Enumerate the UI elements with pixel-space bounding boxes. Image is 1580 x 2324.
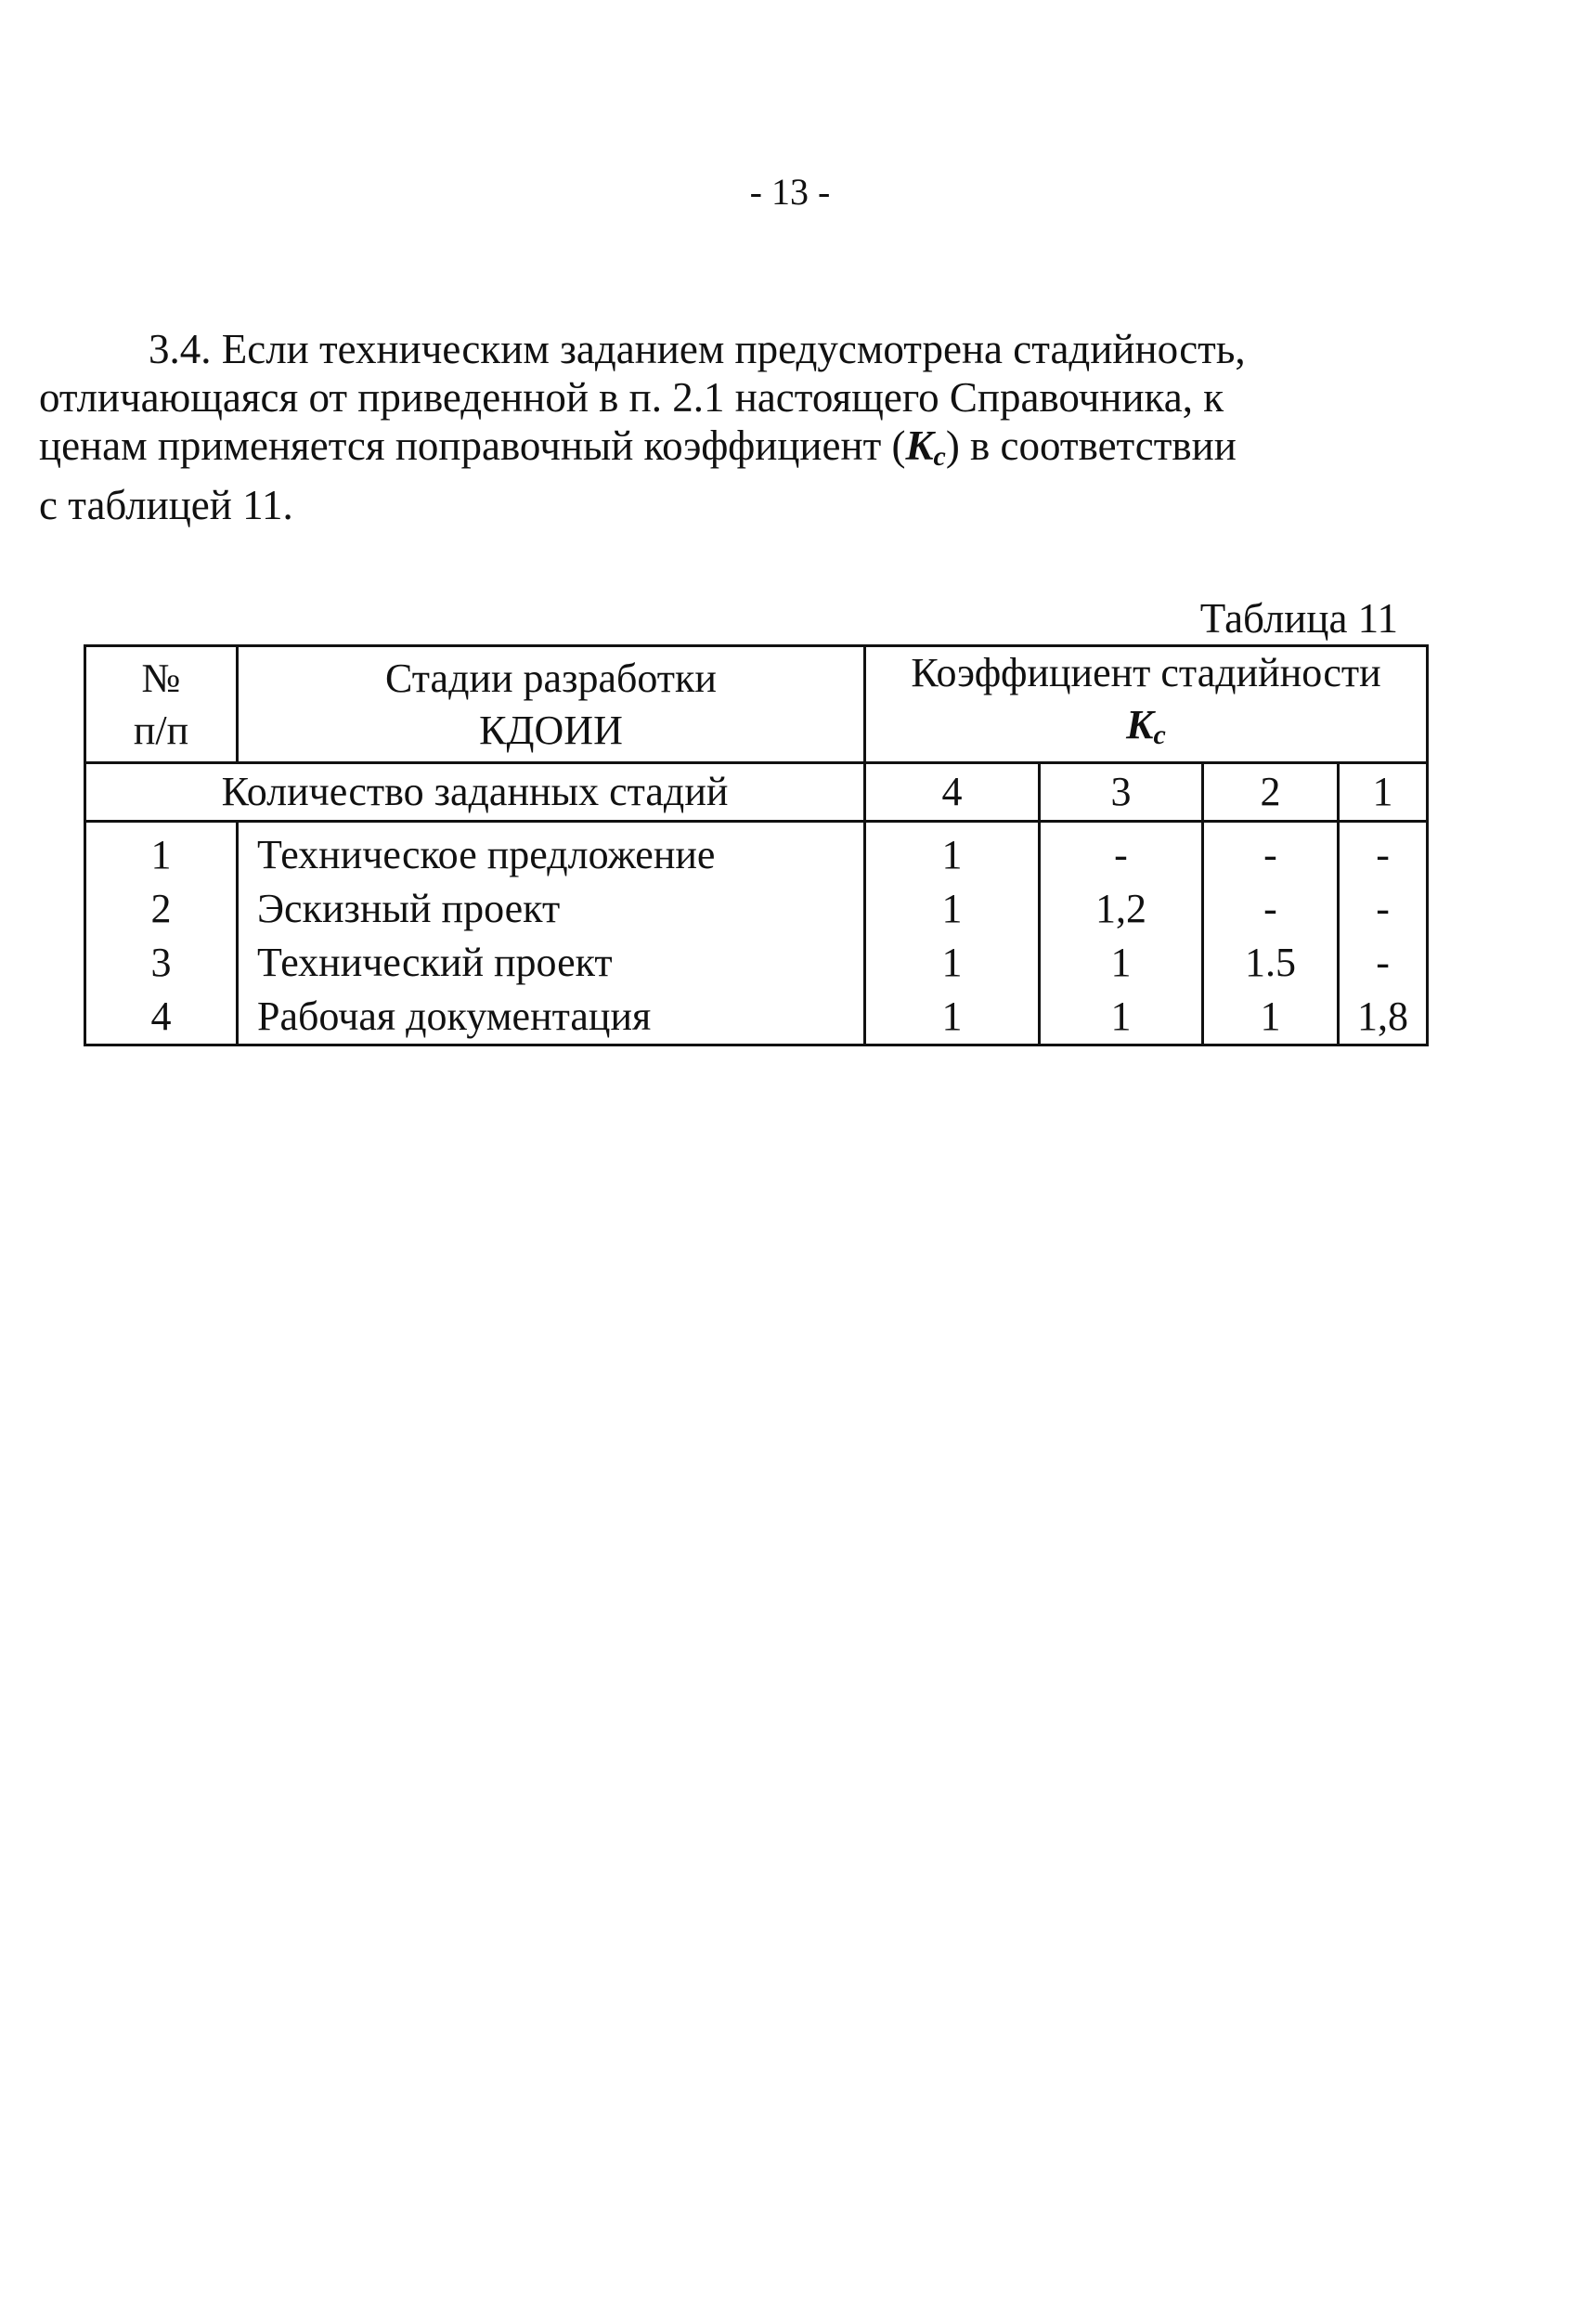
row-num: 3	[85, 936, 238, 990]
row-value: -	[1040, 822, 1203, 883]
header-stage-line-2: КДОИИ	[479, 707, 623, 753]
row-value: 1,2	[1040, 882, 1203, 936]
body-paragraph	[39, 325, 1413, 529]
stage-count-label: Количество заданных стадий	[85, 763, 865, 822]
row-stage: Рабочая документация	[238, 990, 865, 1045]
stage-count-value: 3	[1040, 763, 1203, 822]
row-value: -	[1339, 882, 1428, 936]
paragraph-line-3-end: ) в соответствии	[945, 422, 1237, 469]
table-row	[85, 822, 1428, 883]
table-caption: Таблица 11	[1199, 595, 1398, 642]
row-value: -	[1203, 882, 1339, 936]
paragraph-line-4: с таблицей 11.	[39, 482, 293, 528]
row-value: 1,8	[1339, 990, 1428, 1045]
page-number: - 13 -	[749, 171, 831, 213]
row-value: 1	[1040, 936, 1203, 990]
row-value: -	[1339, 936, 1428, 990]
header-num-line-1: №	[141, 655, 181, 701]
header-num	[85, 646, 238, 763]
row-value: 1	[865, 936, 1040, 990]
header-stage	[238, 646, 865, 763]
header-stage-line-1: Стадии разработки	[385, 655, 717, 701]
paragraph-line-3	[39, 422, 1413, 481]
row-stage: Эскизный проект	[238, 882, 865, 936]
row-num: 2	[85, 882, 238, 936]
paragraph-line-1: 3.4. Если техническим заданием предусмотрена стадийность,	[149, 326, 1246, 372]
header-num-line-2: п/п	[133, 707, 189, 753]
stage-count-value: 2	[1203, 763, 1339, 822]
coefficient-table	[84, 644, 1429, 1046]
header-coefficient	[865, 646, 1428, 763]
row-value: 1	[1203, 990, 1339, 1045]
coefficient-symbol	[905, 422, 946, 472]
row-value: -	[1339, 822, 1428, 883]
stage-count-value: 1	[1339, 763, 1428, 822]
row-value: -	[1203, 822, 1339, 883]
row-value: 1	[865, 822, 1040, 883]
table-header-row	[85, 646, 1428, 763]
row-num: 1	[85, 822, 238, 883]
header-coefficient-symbol	[866, 699, 1426, 761]
header-coefficient-line-1: Коэффициент стадийности	[911, 650, 1381, 695]
coefficient-letter: K	[905, 422, 934, 469]
stage-count-row	[85, 763, 1428, 822]
paragraph-line-3-start: ценам применяется поправочный коэффициент (	[39, 422, 906, 469]
row-value: 1	[865, 882, 1040, 936]
row-value: 1	[1040, 990, 1203, 1045]
table-row	[85, 936, 1428, 990]
stage-count-value: 4	[865, 763, 1040, 822]
coefficient-subscript: c	[933, 441, 946, 472]
row-stage: Технический проект	[238, 936, 865, 990]
table-row	[85, 990, 1428, 1045]
row-stage: Техническое предложение	[238, 822, 865, 883]
row-value: 1.5	[1203, 936, 1339, 990]
header-coefficient-letter: K	[1126, 702, 1154, 747]
row-value: 1	[865, 990, 1040, 1045]
header-coefficient-subscript: c	[1153, 720, 1166, 750]
table-row	[85, 882, 1428, 936]
paragraph-line-2: отличающаяся от приведенной в п. 2.1 настоящего Справочника, к	[39, 374, 1224, 421]
row-num: 4	[85, 990, 238, 1045]
